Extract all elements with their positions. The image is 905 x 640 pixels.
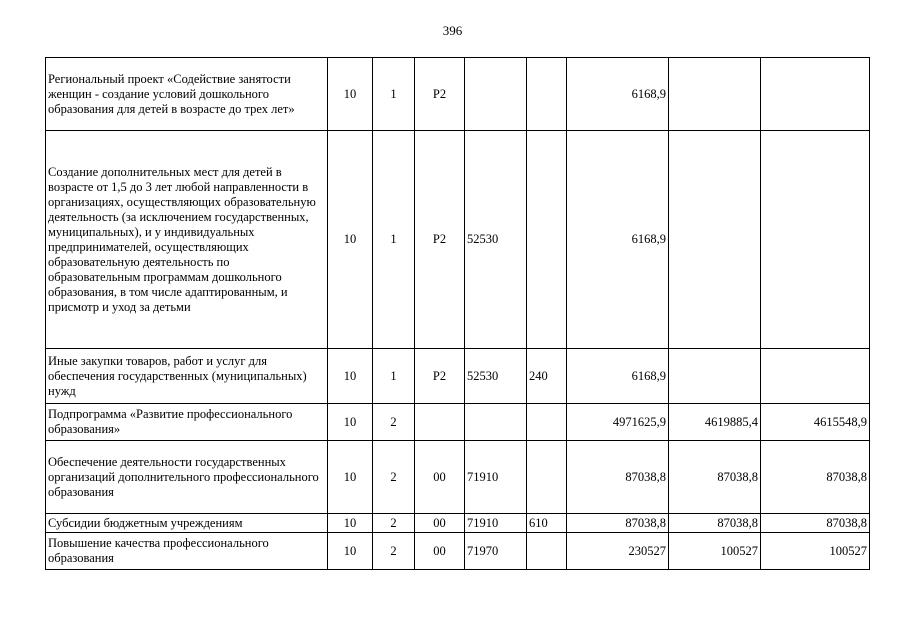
row-name: Создание дополнительных мест для детей в возрасте от 1,5 до 3 лет любой направленности в организациях, осуществляющих образовательную деятельность (за исключением государственных, муниципальных), и у индивидуальных предпринимателей, осуществляющих образовательную деятельность по образовательным программам дошкольного образования, в том числе адаптированным, и присмотр и уход за детьми [46, 131, 328, 349]
page-number: 396 [442, 23, 463, 38]
row-sum-2: 87038,8 [669, 441, 761, 514]
row-section: 10 [328, 404, 373, 441]
row-section: 10 [328, 349, 373, 404]
row-name: Иные закупки товаров, работ и услуг для обеспечения государственных (муниципальных) нужд [46, 349, 328, 404]
row-sum-3: 4615548,9 [761, 404, 870, 441]
table-row [46, 441, 870, 514]
table-row [46, 131, 870, 349]
row-sum-2 [669, 58, 761, 131]
row-section: 10 [328, 514, 373, 533]
row-target-code-part1: Р2 [415, 58, 465, 131]
row-subsection: 1 [373, 131, 415, 349]
row-expense-type [527, 58, 567, 131]
row-target-code-part1: 00 [415, 533, 465, 570]
table-row [46, 404, 870, 441]
row-section: 10 [328, 441, 373, 514]
row-sum-1: 6168,9 [567, 349, 669, 404]
row-expense-type: 610 [527, 514, 567, 533]
row-sum-3 [761, 58, 870, 131]
row-section: 10 [328, 533, 373, 570]
row-target-code-part2: 71910 [465, 441, 527, 514]
row-target-code-part2: 52530 [465, 131, 527, 349]
row-target-code-part1: Р2 [415, 349, 465, 404]
row-subsection: 2 [373, 514, 415, 533]
row-sum-1: 6168,9 [567, 131, 669, 349]
row-sum-3: 87038,8 [761, 514, 870, 533]
row-subsection: 1 [373, 349, 415, 404]
row-target-code-part2 [465, 58, 527, 131]
row-subsection: 1 [373, 58, 415, 131]
row-sum-1: 6168,9 [567, 58, 669, 131]
row-name: Повышение качества профессионального образования [46, 533, 328, 570]
row-sum-2: 87038,8 [669, 514, 761, 533]
row-target-code-part2: 52530 [465, 349, 527, 404]
row-target-code-part1: 00 [415, 441, 465, 514]
row-section: 10 [328, 131, 373, 349]
row-expense-type [527, 533, 567, 570]
row-name: Субсидии бюджетным учреждениям [46, 514, 328, 533]
row-expense-type: 240 [527, 349, 567, 404]
table-row [46, 533, 870, 570]
row-target-code-part1 [415, 404, 465, 441]
row-sum-2: 4619885,4 [669, 404, 761, 441]
row-sum-1: 4971625,9 [567, 404, 669, 441]
row-expense-type [527, 441, 567, 514]
row-subsection: 2 [373, 404, 415, 441]
row-target-code-part2: 71970 [465, 533, 527, 570]
row-sum-3: 87038,8 [761, 441, 870, 514]
row-target-code-part1: Р2 [415, 131, 465, 349]
row-name: Подпрограмма «Развитие профессионального образования» [46, 404, 328, 441]
row-target-code-part2: 71910 [465, 514, 527, 533]
row-sum-3 [761, 349, 870, 404]
row-sum-1: 230527 [567, 533, 669, 570]
row-name: Обеспечение деятельности государственных организаций дополнительного профессионального образования [46, 441, 328, 514]
row-subsection: 2 [373, 533, 415, 570]
row-sum-3: 100527 [761, 533, 870, 570]
row-section: 10 [328, 58, 373, 131]
row-target-code-part1: 00 [415, 514, 465, 533]
row-expense-type [527, 404, 567, 441]
table-row [46, 514, 870, 533]
budget-table [45, 57, 870, 570]
table-row [46, 349, 870, 404]
row-sum-2 [669, 349, 761, 404]
row-expense-type [527, 131, 567, 349]
row-name: Региональный проект «Содействие занятости женщин - создание условий дошкольного образования для детей в возрасте до трех лет» [46, 58, 328, 131]
table-row [46, 58, 870, 131]
row-sum-1: 87038,8 [567, 441, 669, 514]
row-subsection: 2 [373, 441, 415, 514]
row-sum-2: 100527 [669, 533, 761, 570]
row-target-code-part2 [465, 404, 527, 441]
row-sum-1: 87038,8 [567, 514, 669, 533]
row-sum-2 [669, 131, 761, 349]
row-sum-3 [761, 131, 870, 349]
